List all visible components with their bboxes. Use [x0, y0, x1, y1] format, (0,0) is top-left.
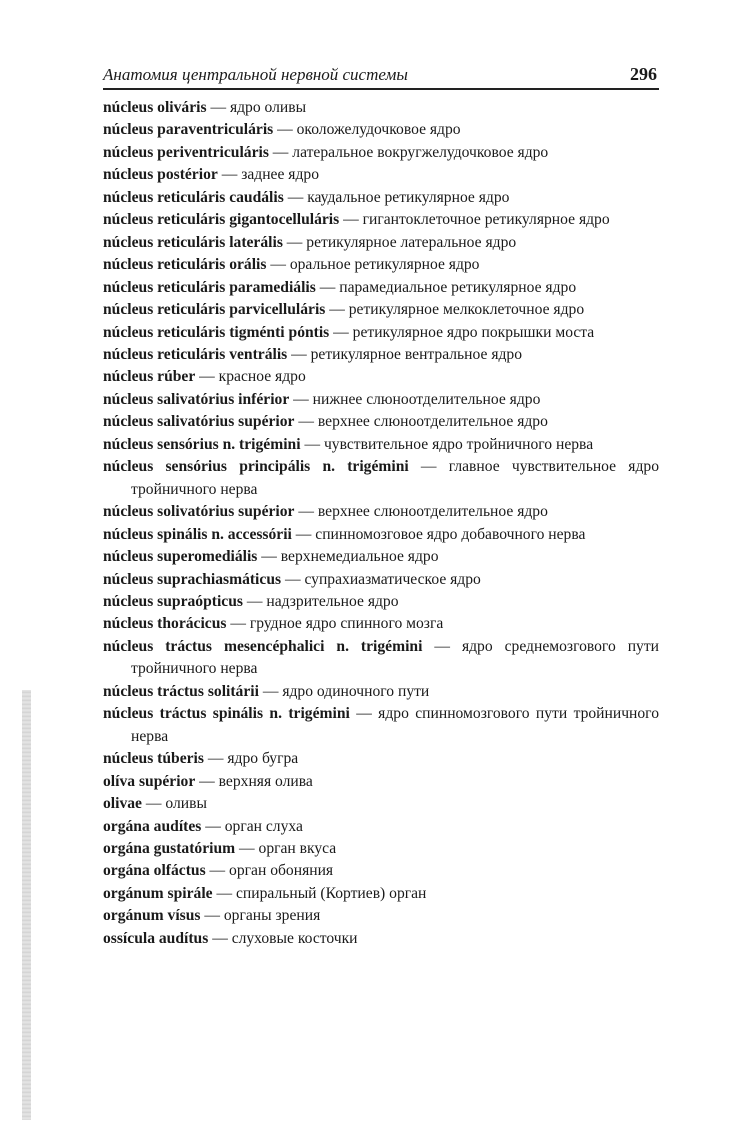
russian-definition: оливы [165, 795, 207, 813]
russian-definition: гигантоклеточное ретикулярное ядро [362, 211, 610, 229]
glossary-entry: núcleus reticuláris laterális — ретикулярное латеральное ядро [103, 233, 517, 251]
russian-definition: оральное ретикулярное ядро [289, 256, 480, 274]
russian-definition: главное чувствительное ядро тройничного нерва [131, 458, 659, 498]
latin-term: núcleus oliváris [103, 99, 207, 116]
russian-definition: спиральный (Кортиев) орган [235, 884, 427, 902]
latin-term: núcleus túberis [103, 750, 204, 768]
latin-term: núcleus reticuláris laterális [103, 233, 283, 251]
russian-definition: ядро среднемозгового пути тройничного нерва [131, 637, 660, 678]
glossary-entry: núcleus postérior — заднее ядро [103, 166, 319, 184]
latin-term: núcleus thorácicus [103, 615, 227, 633]
latin-term: núcleus suprachiasmáticus [103, 570, 282, 588]
latin-term: núcleus reticuláris tigménti póntis [103, 323, 330, 341]
latin-term: núcleus superomediális [103, 548, 258, 566]
glossary-entry: orgánum spirále — спиральный (Кортиев) орган [103, 884, 427, 902]
russian-definition: надзрительное ядро [266, 592, 399, 610]
page-header [103, 62, 659, 90]
glossary-entry: orgánum vísus — органы зрения [103, 907, 321, 925]
glossary-entry: núcleus thorácicus — грудное ядро спинного мозга [103, 615, 444, 633]
latin-term: orgánum vísus [103, 907, 201, 925]
russian-definition: каудальное ретикулярное ядро [307, 188, 510, 206]
glossary-entry: núcleus reticuláris tigménti póntis — ретикулярное ядро покрышки моста [103, 323, 595, 341]
glossary-entry: núcleus reticuláris ventrális — ретикулярное вентральное ядро [103, 345, 523, 363]
glossary-entry: núcleus suprachiasmáticus — супрахиазматическое ядро [103, 570, 481, 588]
latin-term: núcleus reticuláris parvicelluláris [103, 301, 326, 319]
glossary-entry: orgána gustatórium — орган вкуса [103, 839, 337, 857]
russian-definition: ядро оливы [229, 99, 307, 116]
latin-term: núcleus supraópticus [103, 592, 243, 610]
latin-term: núcleus solivatórius supérior [103, 503, 295, 521]
glossary-entry: núcleus periventriculáris — латеральное вокругжелудочковое ядро [103, 143, 549, 161]
glossary-entry: orgána audítes — орган слуха [103, 817, 303, 835]
glossary-entry: núcleus spinális n. accessórii — спинномозговое ядро добавочного нерва [103, 525, 586, 543]
latin-term: núcleus tráctus spinális n. trigémini [103, 705, 350, 723]
glossary-entry: núcleus salivatórius supérior — верхнее слюноотделительное ядро [103, 413, 548, 431]
glossary-entry: orgána olfáctus — орган обоняния [103, 862, 334, 880]
russian-definition: верхнемедиальное ядро [280, 548, 439, 566]
latin-term: núcleus sensórius n. trigémini [103, 435, 301, 453]
latin-term: orgána audítes [103, 817, 202, 835]
glossary-entry: núcleus salivatórius inférior — нижнее слюноотделительное ядро [103, 390, 541, 408]
latin-term: núcleus salivatórius inférior [103, 390, 290, 408]
latin-term: núcleus periventriculáris [103, 143, 269, 161]
glossary-entry: núcleus solivatórius supérior — верхнее слюноотделительное ядро [103, 503, 548, 521]
page-number: 296 [630, 64, 657, 84]
russian-definition: ядро спинномозгового пути тройничного нерва [131, 705, 659, 745]
glossary-entry: núcleus sensórius principális n. trigémini — главное чувствительное ядро тройничного нерва [103, 458, 659, 498]
russian-definition: супрахиазматическое ядро [304, 570, 481, 588]
russian-definition: орган обоняния [229, 862, 334, 880]
russian-definition: орган слуха [224, 817, 303, 835]
russian-definition: верхнее слюноотделительное ядро [317, 503, 548, 521]
latin-term: núcleus paraventriculáris [103, 121, 274, 139]
russian-definition: нижнее слюноотделительное ядро [312, 390, 541, 408]
glossary-entry: ossícula audítus — слуховые косточки [103, 929, 358, 947]
latin-term: núcleus reticuláris orális [103, 256, 267, 274]
glossary-entry: núcleus supraópticus — надзрительное ядро [103, 592, 399, 610]
russian-definition: спинномозговое ядро добавочного нерва [315, 525, 586, 543]
running-title: Анатомия центральной нервной системы [103, 65, 408, 84]
latin-term: orgánum spirále [103, 884, 213, 902]
latin-term: núcleus postérior [103, 166, 218, 184]
latin-term: núcleus reticuláris ventrális [103, 345, 288, 363]
latin-term: núcleus spinális n. accessórii [103, 525, 292, 543]
glossary-entry: núcleus paraventriculáris — околожелудочковое ядро [103, 121, 461, 139]
latin-term: ossícula audítus [103, 929, 209, 947]
russian-definition: верхняя олива [218, 772, 313, 790]
glossary-entry: núcleus reticuláris gigantocelluláris — гигантоклеточное ретикулярное ядро [103, 211, 610, 229]
russian-definition: органы зрения [223, 907, 321, 925]
russian-definition: ретикулярное латеральное ядро [306, 233, 517, 251]
russian-definition: ядро одиночного пути [282, 682, 430, 700]
latin-term: núcleus sensórius principális n. trigémini [103, 458, 409, 476]
glossary-entry: núcleus superomediális — верхнемедиальное ядро [103, 548, 439, 566]
glossary-entry: olíva supérior — верхняя олива [103, 772, 313, 790]
latin-term: núcleus reticuláris gigantocelluláris [103, 211, 340, 229]
latin-term: orgána gustatórium [103, 839, 236, 857]
glossary-entries [103, 97, 659, 950]
latin-term: núcleus tráctus mesencéphalici n. trigémini [103, 637, 423, 655]
glossary-entry: núcleus reticuláris caudális — каудальное ретикулярное ядро [103, 188, 510, 206]
latin-term: núcleus salivatórius supérior [103, 413, 295, 431]
russian-definition: латеральное вокругжелудочковое ядро [292, 143, 549, 161]
glossary-entry: núcleus reticuláris paramediális — парамедиальное ретикулярное ядро [103, 278, 577, 296]
russian-definition: чувствительное ядро тройничного нерва [323, 435, 594, 453]
russian-definition: красное ядро [218, 368, 306, 386]
latin-term: olíva supérior [103, 772, 196, 790]
glossary-entry: núcleus oliváris — ядро оливы [103, 99, 307, 116]
latin-term: núcleus rúber [103, 368, 196, 386]
russian-definition: орган вкуса [258, 839, 337, 857]
glossary-entry: núcleus rúber — красное ядро [103, 368, 306, 386]
latin-term: núcleus reticuláris caudális [103, 188, 284, 206]
russian-definition: парамедиальное ретикулярное ядро [339, 278, 577, 296]
glossary-entry: núcleus tráctus solitárii — ядро одиночного пути [103, 682, 430, 700]
russian-definition: ядро бугра [227, 750, 299, 768]
russian-definition: ретикулярное ядро покрышки моста [352, 323, 595, 341]
russian-definition: ретикулярное мелкоклеточное ядро [348, 301, 585, 319]
latin-term: orgána olfáctus [103, 862, 206, 880]
russian-definition: околожелудочковое ядро [296, 121, 461, 139]
latin-term: núcleus reticuláris paramediális [103, 278, 316, 296]
glossary-entry: núcleus túberis — ядро бугра [103, 750, 299, 768]
russian-definition: ретикулярное вентральное ядро [310, 345, 523, 363]
russian-definition: грудное ядро спинного мозга [249, 615, 444, 633]
glossary-entry: núcleus reticuláris orális — оральное ретикулярное ядро [103, 256, 480, 274]
russian-definition: верхнее слюноотделительное ядро [317, 413, 548, 431]
glossary-entry: núcleus sensórius n. trigémini — чувствительное ядро тройничного нерва [103, 435, 594, 453]
russian-definition: слуховые косточки [231, 929, 358, 947]
russian-definition: заднее ядро [241, 166, 319, 184]
latin-term: núcleus tráctus solitárii [103, 682, 259, 700]
latin-term: olivae [103, 795, 142, 813]
glossary-entry: núcleus reticuláris parvicelluláris — ретикулярное мелкоклеточное ядро [103, 301, 585, 319]
glossary-entry: olivae — оливы [103, 795, 207, 813]
glossary-entry: núcleus tráctus spinális n. trigémini — ядро спинномозгового пути тройничного нерва [103, 705, 659, 745]
book-spine-shadow [22, 690, 31, 1120]
glossary-entry: núcleus tráctus mesencéphalici n. trigémini — ядро среднемозгового пути тройничного нерва [103, 637, 660, 678]
